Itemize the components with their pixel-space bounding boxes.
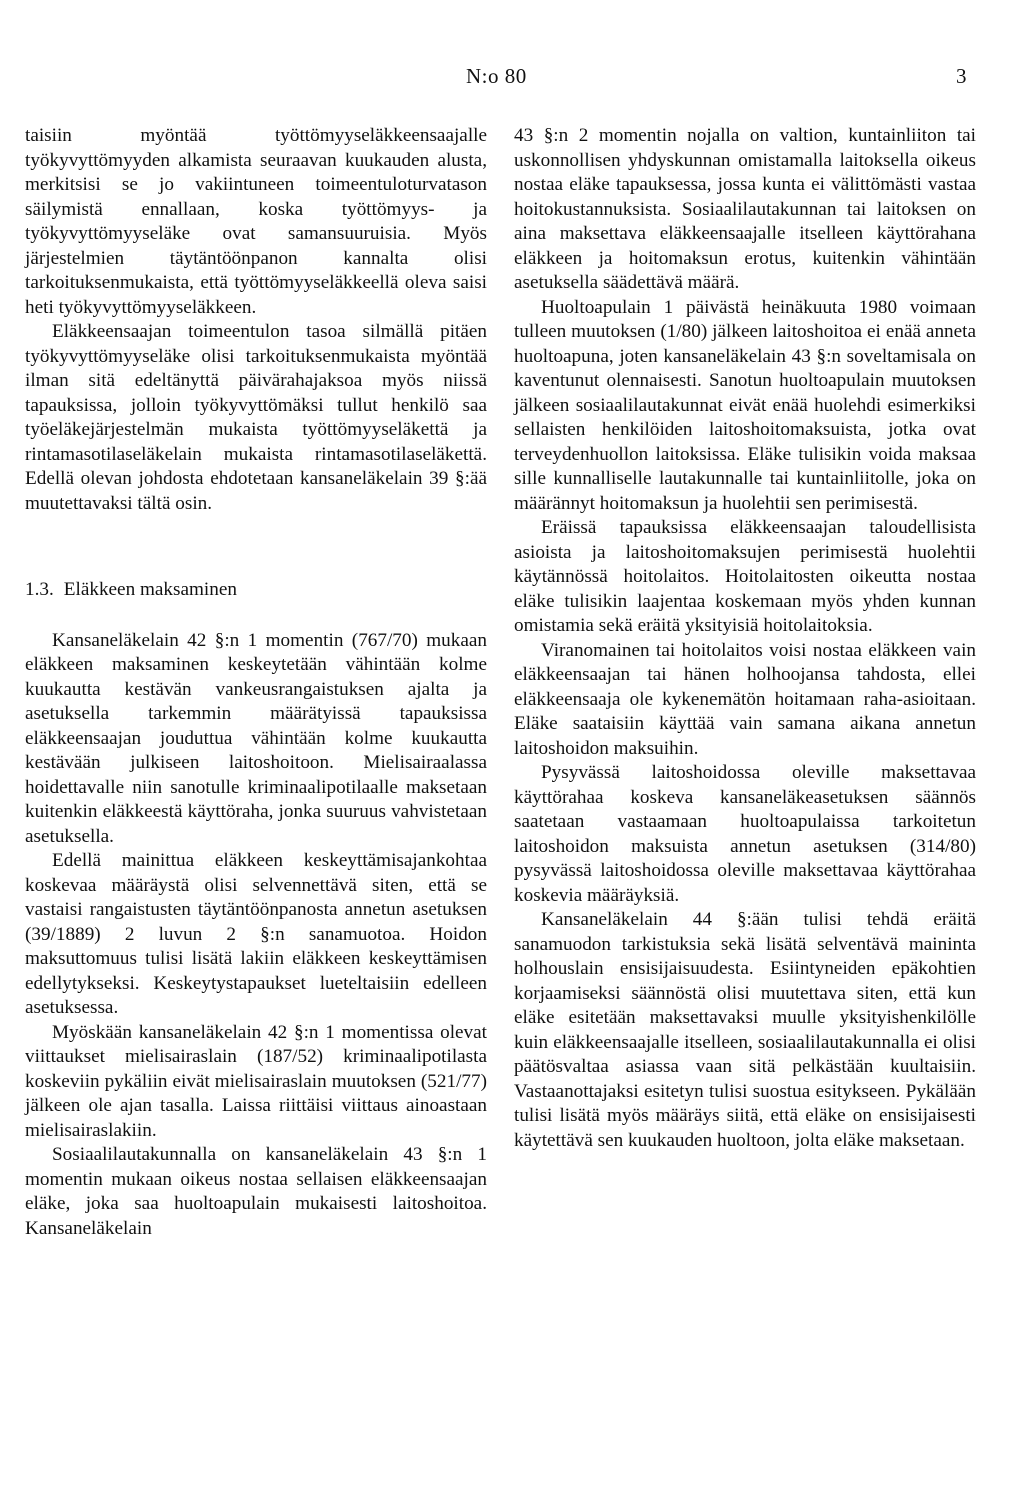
paragraph: Pysyvässä laitoshoidossa oleville maksettavaa käyttörahaa koskeva kansaneläkeasetuksen säännös saatetaan vastaamaan huoltoapulaissa tarkoitetun laitoshoidon maksuista annetun asetuksen (314/80) pysyvässä laitoshoidossa oleville maksettavaa käyttörahaa koskevia määräyksiä. — [514, 762, 976, 906]
document-number: N:o 80 — [466, 64, 527, 88]
section-number: 1.3. — [25, 579, 54, 600]
paragraph: Edellä mainittua eläkkeen keskeyttämisajankohtaa koskevaa määräystä olisi selvennettävä siten, että se vastaisi rangaistusten täytäntöönpanosta annetun asetuksen (39/1889) 2 luvun 2 §:n sanamuotoa. Hoidon maksuttomuus tulisi lisätä lakiin eläkkeen keskeyttämisen edellytykseksi. Keskeytystapaukset lueteltaisiin edelleen asetuksessa. — [25, 850, 487, 1018]
page-number: 3 — [956, 64, 967, 88]
left-column — [25, 124, 487, 1241]
paragraph: Huoltoapulain 1 päivästä heinäkuuta 1980 voimaan tulleen muutoksen (1/80) jälkeen laitoshoitoa ei enää anneta huoltoapuna, joten kansaneläkelain 43 §:n soveltamisala on kaventunut olennaisesti. Sanotun huoltoapulain muutoksen jälkeen sosiaalilautakunnat eivät enää huolehdi esimerkiksi sellaisten henkilöiden laitoshoitomaksuista, jotka ovat terveydenhuollon laitoksissa. Eläke tulisikin voida maksaa sille kunnalliselle lautakunnalle tai kuntainliitolle, joka on määrännyt hoitomaksun ja huolehtii sen perimisestä. — [514, 296, 976, 514]
paragraph: Sosiaalilautakunnalla on kansaneläkelain 43 §:n 1 momentin mukaan oikeus nostaa sellaisen eläkkeensaajan eläke, joka saa huoltoapulain mukaisesti laitoshoitoa. Kansaneläkelain — [25, 1144, 487, 1239]
paragraph: Eläkkeensaajan toimeentulon tasoa silmällä pitäen työkyvyttömyyseläke olisi tarkoituksenmukaista myöntää ilman sitä edeltänyttä päivärahajaksoa myös niissä tapauksissa, jolloin työkyvyttömäksi tullut henkilö saa työeläkejärjestelmän mukaista työttömyyseläkettä ja rintamasotilaseläkelain mukaista rintamasotilaseläkettä. Edellä olevan johdosta ehdotetaan kansaneläkelain 39 §:ää muutettavaksi tältä osin. — [25, 321, 487, 514]
paragraph: Kansaneläkelain 42 §:n 1 momentin (767/70) mukaan eläkkeen maksaminen keskeytetään vähintään kolme kuukautta kestävän vankeusrangaistuksen ajalta ja asetuksella tarkemmin määrätyissä tapauksissa eläkkeensaajan jouduttua vähintään kolme kuukautta kestävään julkiseen laitoshoitoon. Mielisairaalassa hoidettavalle niin sanotulle kriminaalipotilaalle maksetaan kuitenkin eläkkeestä käyttöraha, jonka suuruus vahvistetaan asetuksella. — [25, 629, 487, 847]
paragraph: Eräissä tapauksissa eläkkeensaajan taloudellisista asioista ja laitoshoitomaksujen perimisestä huolehtii käytännössä hoitolaitos. Hoitolaitosten oikeutta nostaa eläke tulisikin laajentaa koskemaan myös yhden kunnan omistamia sekä eräitä yksityisiä hoitolaitoksia. — [514, 517, 976, 636]
section-title: Eläkkeen maksaminen — [63, 579, 237, 600]
section-heading — [25, 578, 487, 603]
paragraph: taisiin myöntää työttömyyseläkkeensaajalle työkyvyttömyyden alkamista seuraavan kuukauden alusta, merkitsisi se jo vakiintuneen toimeentuloturvatason säilymistä ennallaan, koska työttömyys- ja työkyvyttömyyseläke ovat samansuuruisia. Myös järjestelmien täytäntöönpanon kannalta olisi tarkoituksenmukaista, että työttömyyseläkkeellä oleva saisi heti työkyvyttömyyseläkkeen. — [25, 125, 487, 318]
right-column — [514, 124, 976, 1153]
paragraph: Kansaneläkelain 44 §:ään tulisi tehdä eräitä sanamuodon tarkistuksia sekä lisätä selventävä maininta holhouslain ensisijaisuudesta. Esiintyneiden epäkohtien korjaamiseksi säännöstä olisi muutettava siten, että kun eläke esitetään maksettavaksi muulle yksityishenkilölle kuin eläkkeensaajalle itselleen, sosiaalilautakunnalla ei olisi päätösvaltaa asiassa vaan sitä pelkästään kuultaisiin. Vastaanottajaksi esitetyn tulisi suostua esitykseen. Pykälään tulisi lisätä myös määräys siitä, että eläke on ensisijaisesti käytettävä sen kuukauden huoltoon, jolta eläke maksetaan. — [514, 909, 976, 1151]
paragraph: 43 §:n 2 momentin nojalla on valtion, kuntainliiton tai uskonnollisen yhdyskunnan omistamalla laitoksella oikeus nostaa eläke tapauksessa, jossa kunta ei välittömästi vastaa hoitokustannuksista. Sosiaalilautakunnan tai laitoksen on aina maksettava eläkkeensaajalle itselleen käyttörahana eläkkeen ja hoitomaksun erotus, kuitenkin vähintään asetuksella säädettävä määrä. — [514, 125, 976, 293]
paragraph: Myöskään kansaneläkelain 42 §:n 1 momentissa olevat viittaukset mielisairaslain (187/52) kriminaalipotilasta koskeviin pykäliin eivät mielisairaslain muutoksen (521/77) jälkeen ole ajan tasalla. Laissa riittäisi viittaus ainoastaan mielisairaslakiin. — [25, 1021, 487, 1141]
paragraph: Viranomainen tai hoitolaitos voisi nostaa eläkkeen vain eläkkeensaajan tai hänen holhoojansa tahdosta, ellei eläkkeensaaja ole kykenemätön hoitamaan raha-asioitaan. Eläke saataisiin käyttää vain samana aikana annetun laitoshoidon maksuihin. — [514, 639, 976, 759]
